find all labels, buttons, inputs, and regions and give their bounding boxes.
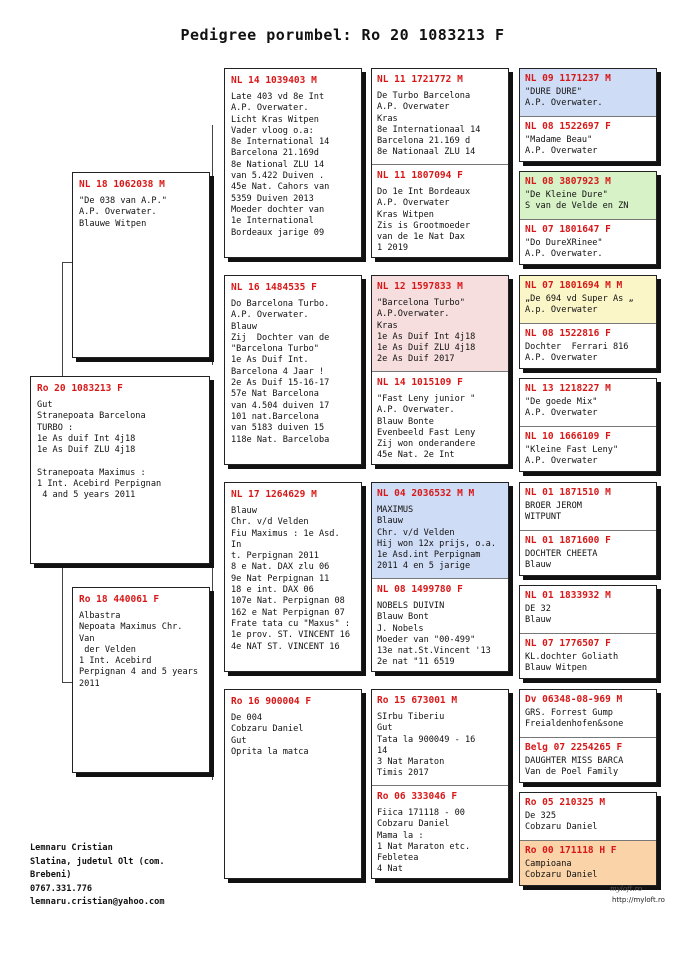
great-great-grandparent-description: Campioana Cobzaru Daniel (525, 859, 598, 880)
great-great-grandparent-card[interactable] (520, 323, 656, 369)
great-grandparent-ring-id: NL 11 1807094 F (377, 170, 463, 181)
great-great-grandparent-pair (519, 689, 657, 783)
great-great-grandparent-pair (519, 482, 657, 576)
great-grandparent-pair-2 (371, 275, 509, 465)
great-grandparent-description: "Fast Leny junior " A.P. Overwater. Blauw Bonte Evenbeeld Fast Leny Zij won onderandere 45e Nat. 2e Int (377, 394, 476, 461)
sire-description: "De 038 van A.P." A.P. Overwater. Blauwe Witpen (79, 196, 167, 229)
great-great-grandparent-card[interactable] (520, 116, 656, 162)
great-great-grandparent-ring-id: NL 07 1776507 F (525, 638, 611, 649)
sire-ring-id: NL 18 1062038 M (79, 179, 165, 190)
page-title: Pedigree porumbel: Ro 20 1083213 F (180, 26, 505, 44)
great-great-grandparent-description: BROER JEROM WITPUNT (525, 501, 582, 522)
great-grandparent-ring-id: NL 14 1015109 F (377, 377, 463, 388)
great-grandparent-description: NOBELS DUIVIN Blauw Bont J. Nobels Moeder van "00-499" 13e nat.St.Vincent '13 2e nat "11 6519 (377, 601, 491, 668)
great-great-grandparent-card[interactable] (520, 276, 656, 323)
myloft-logo: myloft.ro (610, 885, 643, 893)
grandparent-description: Blauw Chr. v/d Velden Fiu Maximus : 1e Asd. In t. Perpignan 2011 8 e Nat. DAX zlu 06 9e Nat Perpignan 11 18 e int. DAX 06 107e Nat. Perpignan 08 162 e Nat Perpignan 07 Frate tata cu "Maxus" : 1e prov. ST. VINCENT 16 4e NAT ST. VINCENT 16 (231, 506, 350, 652)
great-great-grandparent-description: „De 694 vd Super As „ A.p. Overwater (525, 294, 634, 315)
great-great-grandparent-card[interactable] (520, 172, 656, 219)
great-great-grandparent-ring-id: NL 07 1801647 F (525, 224, 611, 235)
great-great-grandparent-card[interactable] (520, 690, 656, 737)
grandparent-ring-id: NL 14 1039403 M (231, 75, 317, 86)
great-great-grandparent-description: "DURE DURE" A.P. Overwater. (525, 87, 603, 108)
owner-phone: 0767.331.776 (30, 883, 93, 894)
great-great-grandparent-card[interactable] (520, 737, 656, 783)
great-great-grandparent-card[interactable] (520, 483, 656, 530)
great-grandparent-pair-1 (371, 68, 509, 258)
grandparent-card-4[interactable] (224, 689, 362, 879)
grandparent-description: De 004 Cobzaru Daniel Gut Oprita la matca (231, 713, 309, 757)
great-great-grandparent-description: De 325 Cobzaru Daniel (525, 811, 598, 832)
great-great-grandparent-ring-id: NL 08 1522816 F (525, 328, 611, 339)
great-great-grandparent-ring-id: NL 08 3807923 M (525, 176, 611, 187)
great-great-grandparent-card[interactable] (520, 379, 656, 426)
great-great-grandparent-pair (519, 792, 657, 886)
subject-ring-id: Ro 20 1083213 F (37, 383, 123, 394)
great-great-grandparent-card[interactable] (520, 633, 656, 679)
great-great-grandparent-ring-id: Belg 07 2254265 F (525, 742, 623, 753)
great-great-grandparent-ring-id: NL 09 1171237 M (525, 73, 611, 84)
great-great-grandparent-ring-id: NL 01 1871600 F (525, 535, 611, 546)
great-grandparent-description: "Barcelona Turbo" A.P.Overwater. Kras 1e As Duif Int 4j18 1e As Duif ZLU 4j18 2e As Duif 2017 (377, 298, 476, 365)
great-grandparent-card[interactable] (372, 164, 508, 258)
dam-description: Albastra Nepoata Maximus Chr. Van der Velden 1 Int. Acebird Perpignan 4 and 5 years 2011 (79, 611, 198, 689)
great-great-grandparent-ring-id: NL 01 1871510 M (525, 487, 611, 498)
great-grandparent-card[interactable] (372, 371, 508, 465)
great-great-grandparent-ring-id: NL 01 1833932 M (525, 590, 611, 601)
owner-contact (30, 842, 165, 910)
great-great-grandparent-card[interactable] (520, 793, 656, 840)
great-grandparent-ring-id: Ro 15 673001 M (377, 695, 458, 706)
great-great-grandparent-ring-id: Ro 05 210325 M (525, 797, 606, 808)
great-grandparent-ring-id: NL 12 1597833 M (377, 281, 463, 292)
great-grandparent-card[interactable] (372, 785, 508, 879)
great-great-grandparent-description: KL.dochter Goliath Blauw Witpen (525, 652, 619, 673)
great-great-grandparent-pair (519, 275, 657, 369)
great-great-grandparent-pair (519, 171, 657, 265)
great-great-grandparent-card[interactable] (520, 840, 656, 886)
great-grandparent-ring-id: NL 04 2036532 M M (377, 488, 475, 499)
dam-ring-id: Ro 18 440061 F (79, 594, 160, 605)
great-great-grandparent-description: Dochter Ferrari 816 A.P. Overwater (525, 342, 629, 363)
connector-line (62, 682, 72, 683)
great-great-grandparent-description: "Do DureXRinee" A.P. Overwater. (525, 238, 603, 259)
great-great-grandparent-card[interactable] (520, 586, 656, 633)
great-great-grandparent-description: GRS. Forrest Gump Freialdenhofen&sone (525, 708, 624, 729)
connector-line (62, 262, 72, 263)
great-great-grandparent-pair (519, 585, 657, 679)
myloft-url[interactable]: http://myloft.ro (612, 896, 665, 904)
great-grandparent-ring-id: NL 11 1721772 M (377, 74, 463, 85)
great-grandparent-card[interactable] (372, 69, 508, 164)
sire-card[interactable] (72, 172, 210, 358)
great-great-grandparent-ring-id: Dv 06348-08-969 M (525, 694, 623, 705)
great-grandparent-ring-id: Ro 06 333046 F (377, 791, 458, 802)
subject-description: Gut Stranepoata Barcelona TURBO : 1e As duif Int 4j18 1e As Duif ZLU 4j18 Stranepoata Maximus : 1 Int. Acebird Perpignan 4 and 5 years 2011 (37, 400, 162, 501)
great-grandparent-description: Do 1e Int Bordeaux A.P. Overwater Kras Witpen Zis is Grootmoeder van de 1e Nat Dax 1 2019 (377, 187, 471, 254)
great-great-grandparent-pair (519, 68, 657, 162)
great-grandparent-ring-id: NL 08 1499780 F (377, 584, 463, 595)
grandparent-description: Late 403 vd 8e Int A.P. Overwater. Licht Kras Witpen Vader vloog o.a: 8e International 14 Barcelona 21.169d 8e National ZLU 14 van 5.422 Duiven . 45e Nat. Cahors van 5359 Duiven 2013 Moeder dochter van 1e International Bordeaux jarige 09 (231, 92, 330, 238)
connector-line (212, 125, 213, 365)
great-great-grandparent-description: DOCHTER CHEETA Blauw (525, 549, 598, 570)
great-great-grandparent-ring-id: NL 13 1218227 M (525, 383, 611, 394)
grandparent-card-3[interactable] (224, 482, 362, 672)
great-great-grandparent-card[interactable] (520, 530, 656, 576)
great-great-grandparent-description: "Kleine Fast Leny" A.P. Overwater (525, 445, 619, 466)
great-great-grandparent-description: "De Kleine Dure" S van de Velde en ZN (525, 190, 629, 211)
great-great-grandparent-card[interactable] (520, 426, 656, 472)
great-great-grandparent-description: DAUGHTER MISS BARCA Van de Poel Family (525, 756, 624, 777)
great-great-grandparent-ring-id: Ro 00 171118 H F (525, 845, 617, 856)
grandparent-card-1[interactable] (224, 68, 362, 258)
connector-line (212, 540, 213, 780)
grandparent-ring-id: Ro 16 900004 F (231, 696, 312, 707)
grandparent-description: Do Barcelona Turbo. A.P. Overwater. Blauw Zij Dochter van de "Barcelona Turbo" 1e As Duif Int. Barcelona 4 Jaar ! 2e As Duif 15-16-17 57e Nat Barcelona van 4.504 duiven 17 101 nat.Barcelona van 5183 duiven 15 118e Nat. Barceloba (231, 299, 330, 445)
great-grandparent-card[interactable] (372, 578, 508, 672)
owner-email[interactable]: lemnaru.cristian@yahoo.com (30, 897, 165, 907)
great-grandparent-pair-3 (371, 482, 509, 672)
great-great-grandparent-description: "De goede Mix" A.P. Overwater (525, 397, 598, 418)
great-great-grandparent-ring-id: NL 08 1522697 F (525, 121, 611, 132)
great-grandparent-card[interactable] (372, 276, 508, 371)
great-great-grandparent-pair (519, 378, 657, 472)
great-great-grandparent-card[interactable] (520, 69, 656, 116)
great-grandparent-description: SIrbu Tiberiu Gut Tata la 900049 - 16 14 3 Nat Maraton Timis 2017 (377, 712, 476, 779)
dam-card[interactable] (72, 587, 210, 773)
great-grandparent-description: MAXIMUS Blauw Chr. v/d Velden Hij won 12x prijs, o.a. 1e Asd.int Perpignam 2011 4 en 5 jarige (377, 505, 496, 572)
great-grandparent-card[interactable] (372, 483, 508, 578)
great-grandparent-card[interactable] (372, 690, 508, 785)
great-grandparent-pair-4 (371, 689, 509, 879)
great-great-grandparent-card[interactable] (520, 219, 656, 265)
subject-card[interactable] (30, 376, 210, 564)
grandparent-ring-id: NL 17 1264629 M (231, 489, 317, 500)
great-great-grandparent-description: "Madame Beau" A.P. Overwater (525, 135, 598, 156)
great-grandparent-description: De Turbo Barcelona A.P. Overwater Kras 8e Internationaal 14 Barcelona 21.169 d 8e Nationaal ZLU 14 (377, 91, 481, 158)
owner-address: Slatina, judetul Olt (com. Brebeni) (30, 856, 165, 880)
great-great-grandparent-ring-id: NL 07 1801694 M M (525, 280, 623, 291)
great-grandparent-description: Fiica 171118 - 00 Cobzaru Daniel Mama la : 1 Nat Maraton etc. Febletea 4 Nat (377, 808, 471, 875)
great-great-grandparent-description: DE 32 Blauw (525, 604, 551, 625)
great-great-grandparent-ring-id: NL 10 1666109 F (525, 431, 611, 442)
grandparent-ring-id: NL 16 1484535 F (231, 282, 317, 293)
owner-name: Lemnaru Cristian (30, 843, 113, 853)
grandparent-card-2[interactable] (224, 275, 362, 465)
